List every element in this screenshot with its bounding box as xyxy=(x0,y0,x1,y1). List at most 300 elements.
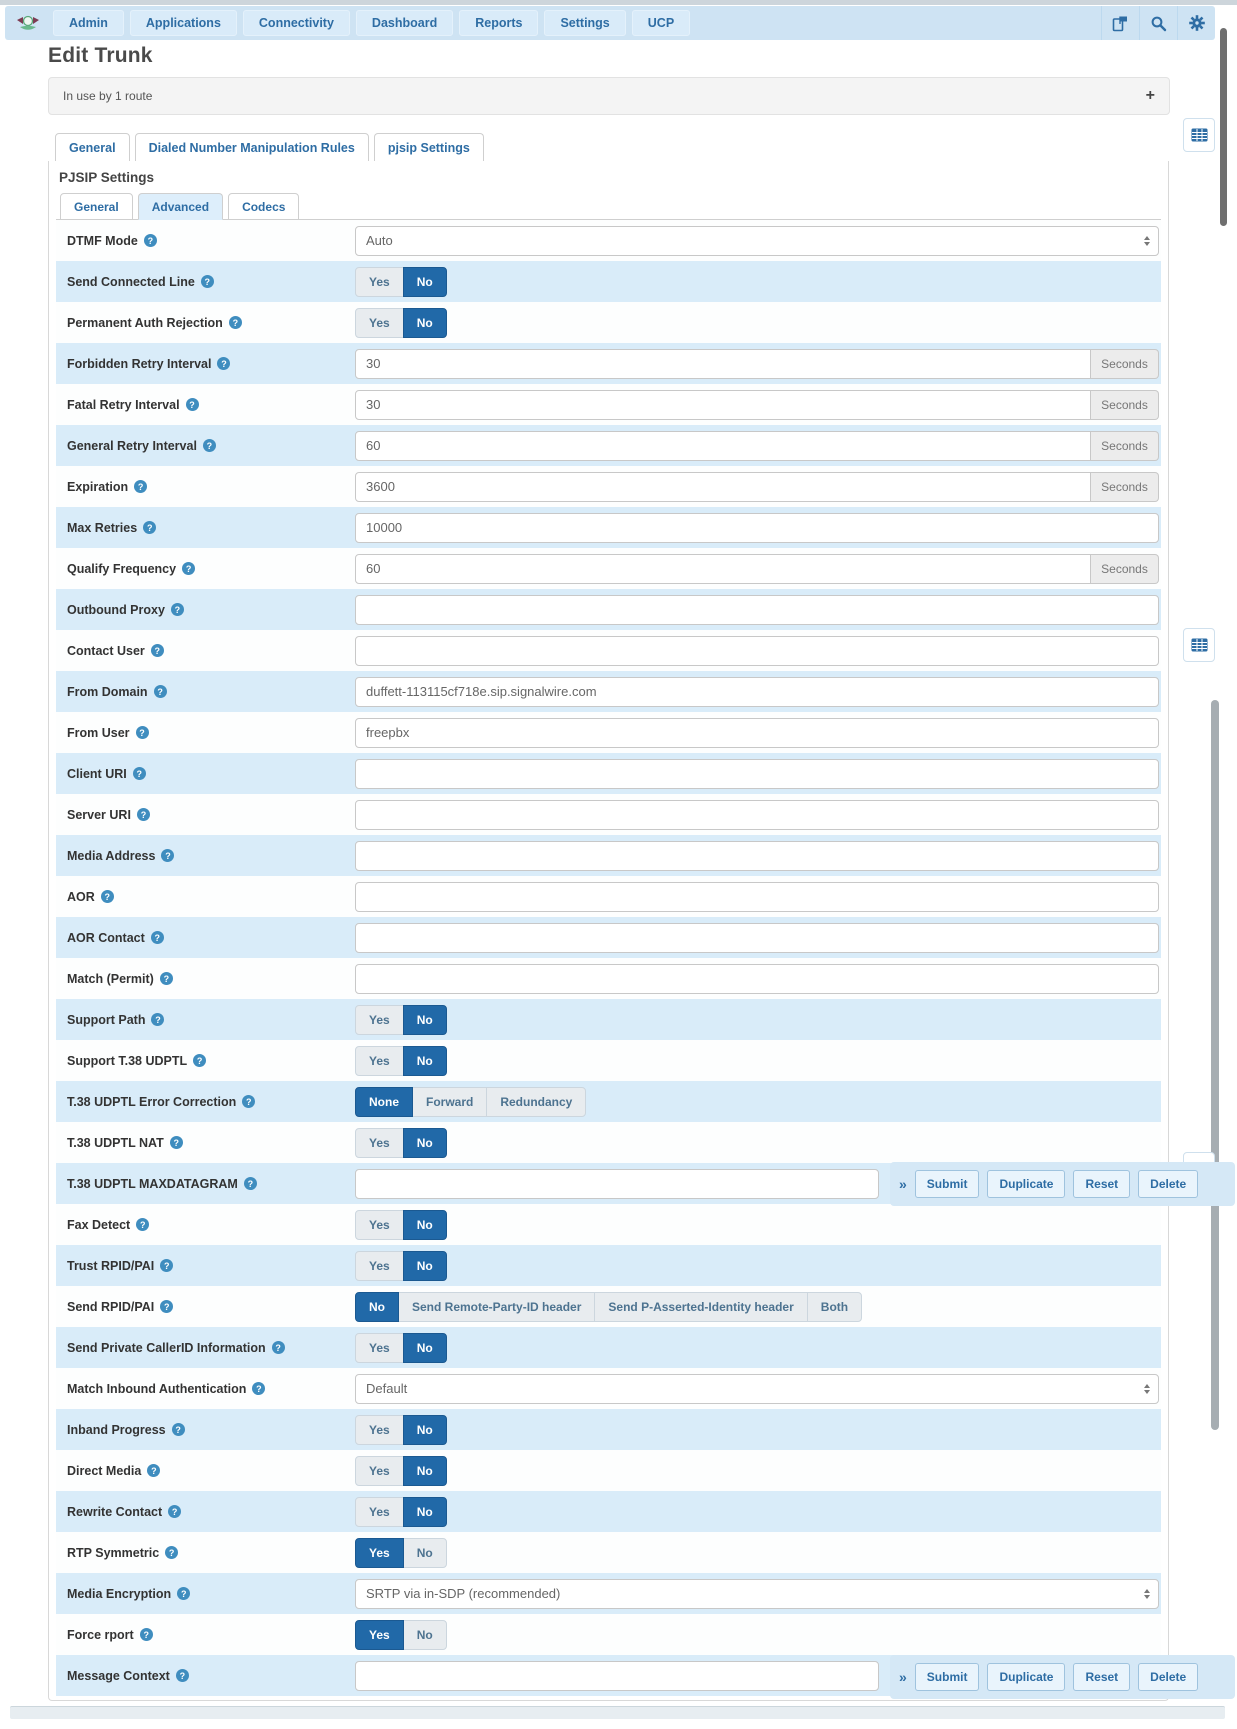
t-38-udptl-nat-no-button[interactable]: No xyxy=(403,1128,447,1158)
field-label xyxy=(67,439,355,453)
field-label xyxy=(67,1136,355,1150)
t-38-udptl-maxdatagram-input[interactable] xyxy=(355,1169,879,1199)
nav-menu xyxy=(53,10,1101,36)
form-row-match-inbound-authentication xyxy=(56,1368,1161,1409)
send-connected-line-yes-button[interactable]: Yes xyxy=(355,267,404,297)
trunk-tab-bar xyxy=(48,131,1169,162)
field-label xyxy=(67,398,355,412)
inuse-notice-text: In use by 1 route xyxy=(63,89,153,103)
help-icon[interactable]: ? xyxy=(217,357,230,370)
select-stepper-icon xyxy=(1144,1589,1150,1599)
help-icon[interactable]: ? xyxy=(144,234,157,247)
help-icon[interactable]: ? xyxy=(151,644,164,657)
support-t-38-udptl-no-button[interactable]: No xyxy=(403,1046,447,1076)
input-group xyxy=(355,882,1159,912)
page-footer-strip xyxy=(10,1706,1225,1719)
field-label xyxy=(67,1218,355,1232)
field-control xyxy=(355,267,1161,297)
field-control xyxy=(355,636,1161,666)
form-row-fatal-retry-interval xyxy=(56,384,1161,425)
field-control xyxy=(355,1210,1161,1240)
unit-addon: Seconds xyxy=(1091,431,1159,461)
duplicate-button[interactable]: Duplicate xyxy=(987,1663,1065,1691)
reset-button[interactable]: Reset xyxy=(1073,1663,1130,1691)
input-group xyxy=(355,1169,879,1199)
rtp-symmetric-toggle-group xyxy=(355,1538,447,1568)
field-label-text: Trust RPID/PAI xyxy=(67,1258,155,1273)
field-label xyxy=(67,767,355,781)
send-rpid-pai-both-button[interactable]: Both xyxy=(807,1292,862,1322)
field-control xyxy=(355,1374,1161,1404)
send-private-callerid-information-yes-button[interactable]: Yes xyxy=(355,1333,404,1363)
help-icon[interactable]: ? xyxy=(186,398,199,411)
help-icon[interactable]: ? xyxy=(229,316,242,329)
field-label-text: Forbidden Retry Interval xyxy=(67,356,212,371)
t-38-udptl-error-correction-redundancy-button[interactable]: Redundancy xyxy=(486,1087,586,1117)
send-private-callerid-information-toggle-group xyxy=(355,1333,447,1363)
rewrite-contact-yes-button[interactable]: Yes xyxy=(355,1497,404,1527)
help-icon[interactable]: ? xyxy=(170,1136,183,1149)
help-icon[interactable]: ? xyxy=(203,439,216,452)
inband-progress-toggle-group xyxy=(355,1415,447,1445)
field-label-text: DTMF Mode xyxy=(67,233,138,248)
direct-media-toggle-group xyxy=(355,1456,447,1486)
subtab-codecs[interactable]: Codecs xyxy=(228,193,299,220)
rewrite-contact-no-button[interactable]: No xyxy=(403,1497,447,1527)
select-value: Auto xyxy=(366,233,393,248)
field-label-text: T.38 UDPTL NAT xyxy=(67,1135,164,1150)
page-title: Edit Trunk xyxy=(48,44,153,67)
rtp-symmetric-no-button[interactable]: No xyxy=(403,1538,447,1568)
form-row-permanent-auth-rejection xyxy=(56,302,1161,343)
field-label xyxy=(67,1505,355,1519)
top-navbar xyxy=(5,6,1215,40)
input-group xyxy=(355,513,1159,543)
input-group xyxy=(355,923,1159,953)
gear-icon[interactable] xyxy=(1177,6,1215,40)
field-label-text: Direct Media xyxy=(67,1463,142,1478)
nav-item-settings[interactable]: Settings xyxy=(544,10,625,36)
permanent-auth-rejection-toggle-group xyxy=(355,308,447,338)
help-icon[interactable]: ? xyxy=(147,1464,160,1477)
help-icon[interactable]: ? xyxy=(252,1382,265,1395)
help-icon[interactable]: ? xyxy=(154,685,167,698)
field-label xyxy=(67,1628,355,1642)
support-t-38-udptl-toggle-group xyxy=(355,1046,447,1076)
unit-addon: Seconds xyxy=(1091,349,1159,379)
help-icon[interactable]: ? xyxy=(242,1095,255,1108)
field-label-text: T.38 UDPTL Error Correction xyxy=(67,1094,237,1109)
input-group xyxy=(355,595,1159,625)
field-label-text: AOR xyxy=(67,889,95,904)
field-label xyxy=(67,1259,355,1273)
inband-progress-no-button[interactable]: No xyxy=(403,1415,447,1445)
table-list-icon xyxy=(1191,638,1208,652)
field-label-text: Rewrite Contact xyxy=(67,1504,163,1519)
help-icon[interactable]: ? xyxy=(151,931,164,944)
field-label-text: Send Connected Line xyxy=(67,274,195,289)
server-uri-input[interactable] xyxy=(355,800,1159,830)
field-label xyxy=(67,521,355,535)
field-label xyxy=(67,234,355,248)
field-label-text: Support T.38 UDPTL xyxy=(67,1053,188,1068)
force-rport-toggle-group xyxy=(355,1620,447,1650)
field-label xyxy=(67,1669,355,1683)
section-title: PJSIP Settings xyxy=(59,170,155,185)
select-stepper-icon xyxy=(1144,236,1150,246)
quick-nav-button[interactable] xyxy=(1183,118,1215,152)
fatal-retry-interval-input[interactable] xyxy=(355,390,1091,420)
form-row-force-rport xyxy=(56,1614,1161,1655)
field-label xyxy=(67,1095,355,1109)
rewrite-contact-toggle-group xyxy=(355,1497,447,1527)
inband-progress-yes-button[interactable]: Yes xyxy=(355,1415,404,1445)
tab-dialed-number-manipulation-rules[interactable]: Dialed Number Manipulation Rules xyxy=(135,133,369,162)
field-label xyxy=(67,1177,355,1191)
field-control xyxy=(355,964,1161,994)
field-label-text: Contact User xyxy=(67,643,145,658)
field-label xyxy=(67,1382,355,1396)
t-38-udptl-error-correction-forward-button[interactable]: Forward xyxy=(412,1087,487,1117)
delete-button[interactable]: Delete xyxy=(1138,1663,1198,1691)
input-group xyxy=(355,390,1159,420)
input-group xyxy=(355,636,1159,666)
help-icon[interactable]: ? xyxy=(177,1587,190,1600)
send-rpid-pai-no-button[interactable]: No xyxy=(355,1292,399,1322)
expand-plus-icon[interactable]: + xyxy=(1145,87,1155,104)
forbidden-retry-interval-input[interactable] xyxy=(355,349,1091,379)
t-38-udptl-nat-toggle-group xyxy=(355,1128,447,1158)
field-control xyxy=(355,1005,1161,1035)
tab-general[interactable]: General xyxy=(55,133,130,162)
help-icon[interactable]: ? xyxy=(171,603,184,616)
trust-rpid-pai-no-button[interactable]: No xyxy=(403,1251,447,1281)
floating-action-toolbar xyxy=(890,1655,1235,1699)
submit-button[interactable]: Submit xyxy=(915,1170,980,1198)
input-group xyxy=(355,800,1159,830)
qualify-frequency-input[interactable] xyxy=(355,554,1091,584)
field-label-text: Force rport xyxy=(67,1627,134,1642)
expiration-input[interactable] xyxy=(355,472,1091,502)
help-icon[interactable]: ? xyxy=(201,275,214,288)
from-domain-input[interactable] xyxy=(355,677,1159,707)
media-address-input[interactable] xyxy=(355,841,1159,871)
support-path-yes-button[interactable]: Yes xyxy=(355,1005,404,1035)
match-permit-input[interactable] xyxy=(355,964,1159,994)
nav-item-ucp[interactable]: UCP xyxy=(632,10,690,36)
form-row-client-uri xyxy=(56,753,1161,794)
field-control xyxy=(355,472,1161,502)
help-icon[interactable]: ? xyxy=(160,1300,173,1313)
trust-rpid-pai-toggle-group xyxy=(355,1251,447,1281)
help-icon[interactable]: ? xyxy=(136,726,149,739)
tab-pjsip-settings[interactable]: pjsip Settings xyxy=(374,133,484,162)
field-label xyxy=(67,726,355,740)
field-label-text: Outbound Proxy xyxy=(67,602,165,617)
field-label xyxy=(67,1423,355,1437)
form-row-from-domain xyxy=(56,671,1161,712)
help-icon[interactable]: ? xyxy=(151,1013,164,1026)
field-control xyxy=(355,800,1161,830)
field-label-text: General Retry Interval xyxy=(67,438,197,453)
field-control xyxy=(355,882,1161,912)
inuse-notice-bar[interactable] xyxy=(48,77,1170,115)
form-row-media-address xyxy=(56,835,1161,876)
form-row-max-retries xyxy=(56,507,1161,548)
fax-detect-no-button[interactable]: No xyxy=(403,1210,447,1240)
field-label xyxy=(67,685,355,699)
media-encryption-select[interactable] xyxy=(355,1579,1159,1609)
field-control xyxy=(355,1251,1161,1281)
field-label-text: Message Context xyxy=(67,1668,170,1683)
field-label xyxy=(67,1300,355,1314)
direct-media-yes-button[interactable]: Yes xyxy=(355,1456,404,1486)
force-rport-yes-button[interactable]: Yes xyxy=(355,1620,404,1650)
input-group xyxy=(355,349,1159,379)
help-icon[interactable]: ? xyxy=(272,1341,285,1354)
field-label xyxy=(67,1464,355,1478)
input-group xyxy=(355,759,1159,789)
nav-item-admin[interactable]: Admin xyxy=(53,10,124,36)
form-row-outbound-proxy xyxy=(56,589,1161,630)
field-label-text: Permanent Auth Rejection xyxy=(67,315,223,330)
permanent-auth-rejection-no-button[interactable]: No xyxy=(403,308,447,338)
help-icon[interactable]: ? xyxy=(165,1546,178,1559)
contact-user-input[interactable] xyxy=(355,636,1159,666)
field-label xyxy=(67,808,355,822)
help-icon[interactable]: ? xyxy=(193,1054,206,1067)
rtp-symmetric-yes-button[interactable]: Yes xyxy=(355,1538,404,1568)
help-icon[interactable]: ? xyxy=(134,480,147,493)
field-label-text: Media Encryption xyxy=(67,1586,172,1601)
field-control xyxy=(355,554,1161,584)
form-row-t-38-udptl-error-correction xyxy=(56,1081,1161,1122)
scrollbar-thumb[interactable] xyxy=(1220,28,1227,226)
form-row-fax-detect xyxy=(56,1204,1161,1245)
max-retries-input[interactable] xyxy=(355,513,1159,543)
field-label xyxy=(67,972,355,986)
form-row-media-encryption xyxy=(56,1573,1161,1614)
form-row-expiration xyxy=(56,466,1161,507)
subtab-general[interactable]: General xyxy=(60,193,133,220)
field-control xyxy=(355,1128,1161,1158)
field-label xyxy=(67,1054,355,1068)
field-label-text: RTP Symmetric xyxy=(67,1545,160,1560)
settings-form xyxy=(56,220,1161,1696)
help-icon[interactable]: ? xyxy=(161,849,174,862)
field-control xyxy=(355,1333,1161,1363)
field-label-text: Max Retries xyxy=(67,520,138,535)
field-label-text: Qualify Frequency xyxy=(67,561,177,576)
direct-media-no-button[interactable]: No xyxy=(403,1456,447,1486)
send-rpid-pai-toggle-group xyxy=(355,1292,862,1322)
aor-contact-input[interactable] xyxy=(355,923,1159,953)
fax-detect-yes-button[interactable]: Yes xyxy=(355,1210,404,1240)
collapse-chevron-icon[interactable]: » xyxy=(899,1176,907,1192)
field-label xyxy=(67,316,355,330)
field-label-text: From User xyxy=(67,725,130,740)
field-label-text: Inband Progress xyxy=(67,1422,166,1437)
collapse-chevron-icon[interactable]: » xyxy=(899,1669,907,1685)
field-control xyxy=(355,390,1161,420)
from-user-input[interactable] xyxy=(355,718,1159,748)
form-row-direct-media xyxy=(56,1450,1161,1491)
send-rpid-pai-send-remote-party-id-header-button[interactable]: Send Remote-Party-ID header xyxy=(398,1292,595,1322)
field-label-text: T.38 UDPTL MAXDATAGRAM xyxy=(67,1176,238,1191)
select-value: SRTP via in-SDP (recommended) xyxy=(366,1586,561,1601)
quick-nav-button[interactable] xyxy=(1183,628,1215,662)
field-label-text: Expiration xyxy=(67,479,129,494)
aor-input[interactable] xyxy=(355,882,1159,912)
field-control xyxy=(355,718,1161,748)
field-label-text: AOR Contact xyxy=(67,930,145,945)
form-row-match-permit xyxy=(56,958,1161,999)
floating-action-toolbar xyxy=(890,1162,1235,1206)
field-label xyxy=(67,1546,355,1560)
field-control xyxy=(355,513,1161,543)
form-row-support-path xyxy=(56,999,1161,1040)
field-control xyxy=(355,1046,1161,1076)
input-group xyxy=(355,718,1159,748)
help-icon[interactable]: ? xyxy=(182,562,195,575)
search-icon[interactable] xyxy=(1139,6,1177,40)
field-label xyxy=(67,603,355,617)
language-icon[interactable] xyxy=(1101,6,1139,40)
help-icon[interactable]: ? xyxy=(160,972,173,985)
field-control xyxy=(355,595,1161,625)
trust-rpid-pai-yes-button[interactable]: Yes xyxy=(355,1251,404,1281)
field-control xyxy=(355,841,1161,871)
dtmf-mode-select[interactable] xyxy=(355,226,1159,256)
input-group xyxy=(355,677,1159,707)
t-38-udptl-error-correction-none-button[interactable]: None xyxy=(355,1087,413,1117)
help-icon[interactable]: ? xyxy=(172,1423,185,1436)
help-icon[interactable]: ? xyxy=(176,1669,189,1682)
form-row-aor xyxy=(56,876,1161,917)
form-row-send-private-callerid-information xyxy=(56,1327,1161,1368)
field-label-text: Send RPID/PAI xyxy=(67,1299,155,1314)
reset-button[interactable]: Reset xyxy=(1073,1170,1130,1198)
help-icon[interactable]: ? xyxy=(137,808,150,821)
field-label xyxy=(67,849,355,863)
match-inbound-authentication-select[interactable] xyxy=(355,1374,1159,1404)
field-control xyxy=(355,349,1161,379)
message-context-input[interactable] xyxy=(355,1661,879,1691)
nav-item-applications[interactable]: Applications xyxy=(130,10,237,36)
send-private-callerid-information-no-button[interactable]: No xyxy=(403,1333,447,1363)
input-group xyxy=(355,1661,879,1691)
field-label xyxy=(67,562,355,576)
field-control xyxy=(355,1415,1161,1445)
field-control xyxy=(355,1538,1161,1568)
field-label xyxy=(67,1013,355,1027)
client-uri-input[interactable] xyxy=(355,759,1159,789)
form-row-rtp-symmetric xyxy=(56,1532,1161,1573)
help-icon[interactable]: ? xyxy=(136,1218,149,1231)
help-icon[interactable]: ? xyxy=(244,1177,257,1190)
help-icon[interactable]: ? xyxy=(168,1505,181,1518)
select-value: Default xyxy=(366,1381,408,1396)
t-38-udptl-error-correction-toggle-group xyxy=(355,1087,586,1117)
field-control xyxy=(355,923,1161,953)
outbound-proxy-input[interactable] xyxy=(355,595,1159,625)
send-connected-line-toggle-group xyxy=(355,267,447,297)
browser-chrome-edge xyxy=(0,0,1237,5)
input-group xyxy=(355,431,1159,461)
form-row-trust-rpid-pai xyxy=(56,1245,1161,1286)
subtab-advanced[interactable]: Advanced xyxy=(138,193,223,220)
unit-addon: Seconds xyxy=(1091,390,1159,420)
field-label-text: Support Path xyxy=(67,1012,146,1027)
form-row-forbidden-retry-interval xyxy=(56,343,1161,384)
help-icon[interactable]: ? xyxy=(140,1628,153,1641)
form-row-send-connected-line xyxy=(56,261,1161,302)
select-stepper-icon xyxy=(1144,1384,1150,1394)
field-control xyxy=(355,308,1161,338)
form-row-from-user xyxy=(56,712,1161,753)
form-row-general-retry-interval xyxy=(56,425,1161,466)
help-icon[interactable]: ? xyxy=(160,1259,173,1272)
send-connected-line-no-button[interactable]: No xyxy=(403,267,447,297)
field-label-text: Fax Detect xyxy=(67,1217,131,1232)
support-t-38-udptl-yes-button[interactable]: Yes xyxy=(355,1046,404,1076)
table-list-icon xyxy=(1191,128,1208,142)
nav-item-reports[interactable]: Reports xyxy=(459,10,538,36)
field-label-text: Server URI xyxy=(67,807,131,822)
unit-addon: Seconds xyxy=(1091,554,1159,584)
support-path-toggle-group xyxy=(355,1005,447,1035)
support-path-no-button[interactable]: No xyxy=(403,1005,447,1035)
field-label xyxy=(67,1587,355,1601)
nav-item-dashboard[interactable]: Dashboard xyxy=(356,10,453,36)
field-control xyxy=(355,1579,1161,1609)
nav-item-connectivity[interactable]: Connectivity xyxy=(243,10,350,36)
help-icon[interactable]: ? xyxy=(101,890,114,903)
field-label xyxy=(67,357,355,371)
field-label-text: Send Private CallerID Information xyxy=(67,1340,266,1355)
field-label-text: Match Inbound Authentication xyxy=(67,1381,247,1396)
field-control xyxy=(355,1456,1161,1486)
unit-addon: Seconds xyxy=(1091,472,1159,502)
field-control xyxy=(355,226,1161,256)
permanent-auth-rejection-yes-button[interactable]: Yes xyxy=(355,308,404,338)
field-label-text: Fatal Retry Interval xyxy=(67,397,180,412)
input-group xyxy=(355,841,1159,871)
send-rpid-pai-send-p-asserted-identity-header-button[interactable]: Send P-Asserted-Identity header xyxy=(594,1292,807,1322)
field-control xyxy=(355,1620,1161,1650)
delete-button[interactable]: Delete xyxy=(1138,1170,1198,1198)
freepbx-logo-icon[interactable] xyxy=(11,10,45,36)
form-row-qualify-frequency xyxy=(56,548,1161,589)
submit-button[interactable]: Submit xyxy=(915,1663,980,1691)
form-row-aor-contact xyxy=(56,917,1161,958)
help-icon[interactable]: ? xyxy=(143,521,156,534)
form-row-dtmf-mode xyxy=(56,220,1161,261)
input-group xyxy=(355,472,1159,502)
fax-detect-toggle-group xyxy=(355,1210,447,1240)
field-label-text: From Domain xyxy=(67,684,148,699)
field-control xyxy=(355,1497,1161,1527)
duplicate-button[interactable]: Duplicate xyxy=(987,1170,1065,1198)
field-control xyxy=(355,431,1161,461)
scrollbar-thumb[interactable] xyxy=(1211,700,1219,1430)
field-label xyxy=(67,480,355,494)
general-retry-interval-input[interactable] xyxy=(355,431,1091,461)
form-row-inband-progress xyxy=(56,1409,1161,1450)
help-icon[interactable]: ? xyxy=(133,767,146,780)
t-38-udptl-nat-yes-button[interactable]: Yes xyxy=(355,1128,404,1158)
force-rport-no-button[interactable]: No xyxy=(403,1620,447,1650)
